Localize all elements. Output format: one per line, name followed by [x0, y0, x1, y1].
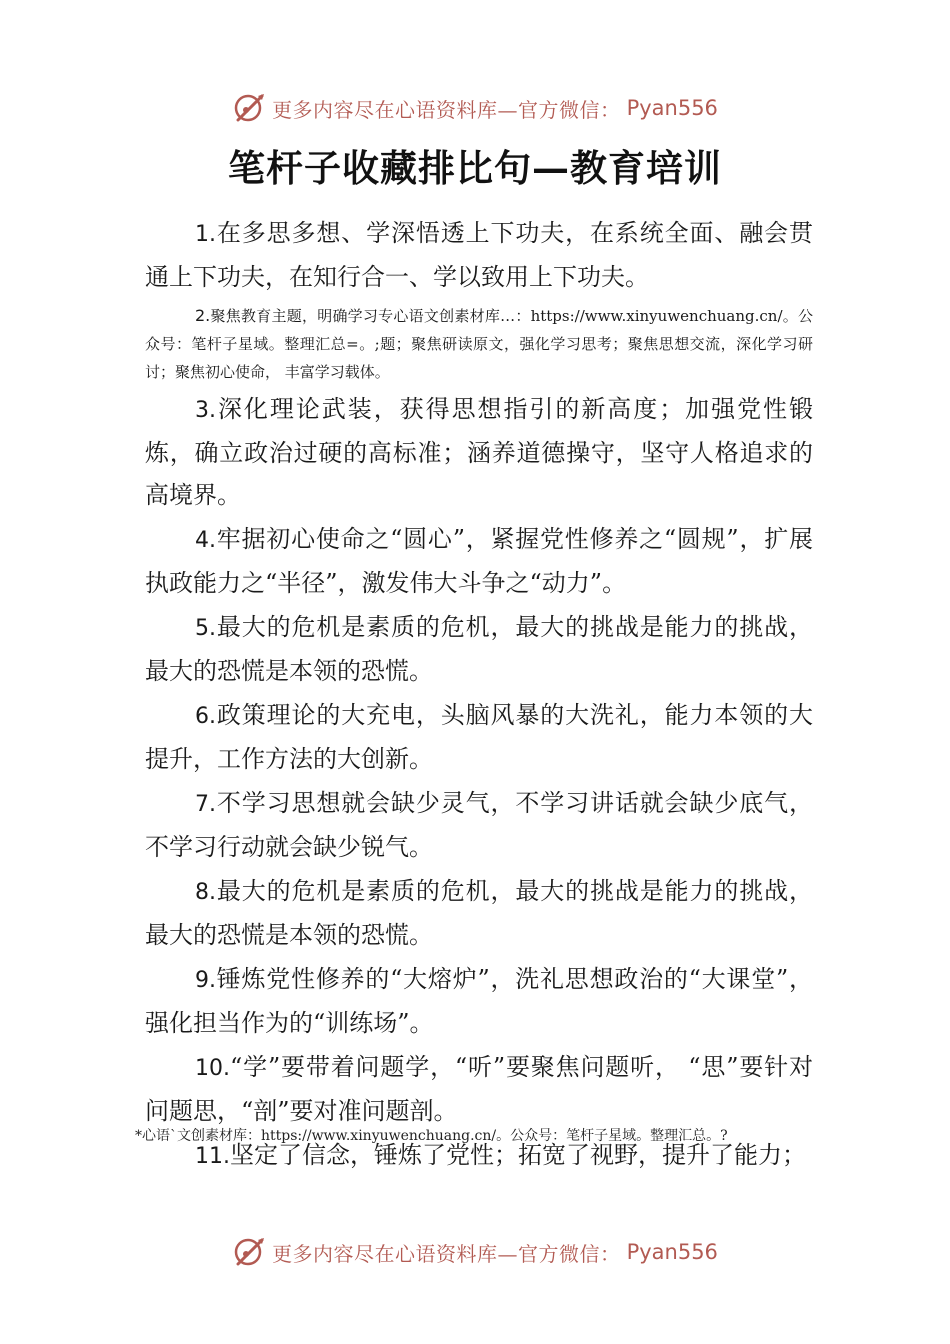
item-text: 政策理论的大充电，头脑风暴的大洗礼，能力本领的大提升，工作方法的大创新。	[145, 701, 813, 773]
list-item	[145, 212, 813, 298]
item-number: 9.	[195, 968, 216, 993]
item-number: 1.	[195, 222, 216, 247]
header-banner	[0, 88, 950, 128]
item-list	[145, 212, 813, 1180]
item-text: 不学习思想就会缺少灵气，不学习讲话就会缺少底气，不学习行动就会缺少锐气。	[145, 789, 813, 861]
item-text: 深化理论武装，获得思想指引的新高度；加强党性锻炼，确立政治过硬的高标准；涵养道德操守，坚守人格追求的高境界。	[145, 395, 813, 509]
list-item	[145, 958, 813, 1044]
item-text: 聚焦教育主题，明确学习专心语文创素材库…：https://www.xinyuwenchuang.cn/。公众号：笔杆子星域。整理汇总=。;题；聚焦研读原文，强化学习思考；聚焦思想交流，深化学习研讨；聚焦初心使命， 丰富学习载体。	[145, 307, 813, 381]
banner-wechat-id: Pyan556	[626, 96, 718, 120]
item-number: 3.	[195, 398, 216, 423]
item-number: 7.	[195, 792, 216, 817]
list-item	[145, 518, 813, 604]
item-number: 10.	[195, 1056, 230, 1081]
list-item	[145, 1046, 813, 1132]
item-text: 最大的危机是素质的危机，最大的挑战是能力的挑战，最大的恐慌是本领的恐慌。	[145, 877, 813, 949]
item-number: 4.	[195, 528, 216, 553]
item-text: 牢据初心使命之“圆心”，紧握党性修养之“圆规”，扩展执政能力之“半径”，激发伟大斗争之“动力”。	[145, 525, 813, 597]
list-item	[145, 302, 813, 386]
list-item	[145, 782, 813, 868]
item-number: 5.	[195, 616, 216, 641]
pen-logo-icon	[232, 90, 268, 126]
item-text: “学”要带着问题学，“听”要聚焦问题听， “思”要针对问题思，“剖”要对准问题剖。	[145, 1053, 813, 1125]
item-number: 11.	[195, 1144, 230, 1169]
item-text: 锤炼党性修养的“大熔炉”，洗礼思想政治的“大课堂”，强化担当作为的“训练场”。	[145, 965, 813, 1037]
list-item	[145, 870, 813, 956]
item-number: 8.	[195, 880, 216, 905]
item-number: 6.	[195, 704, 216, 729]
banner-text: 更多内容尽在心语资料库—官方微信：	[272, 1241, 621, 1266]
item-number: 2.	[195, 306, 211, 325]
page-title: 笔杆子收藏排比句—教育培训	[228, 146, 722, 190]
pen-logo-icon	[232, 1234, 268, 1270]
footer-banner	[0, 1232, 950, 1272]
banner-wechat-id: Pyan556	[626, 1240, 718, 1264]
item-text: 最大的危机是素质的危机，最大的挑战是能力的挑战，最大的恐慌是本领的恐慌。	[145, 613, 813, 685]
item-text: 在多思多想、学深悟透上下功夫，在系统全面、融会贯通上下功夫，在知行合一、学以致用上下功夫。	[145, 219, 813, 291]
list-item	[145, 606, 813, 692]
item-text: 坚定了信念，锤炼了党性；拓宽了视野，提升了能力；	[230, 1141, 806, 1169]
list-item	[145, 694, 813, 780]
banner-text: 更多内容尽在心语资料库—官方微信：	[272, 97, 621, 122]
list-item	[145, 388, 813, 516]
footnote: *心语`文创素材库：https://www.xinyuwenchuang.cn/。公众号：笔杆子星域。整理汇总。?	[135, 1128, 728, 1144]
